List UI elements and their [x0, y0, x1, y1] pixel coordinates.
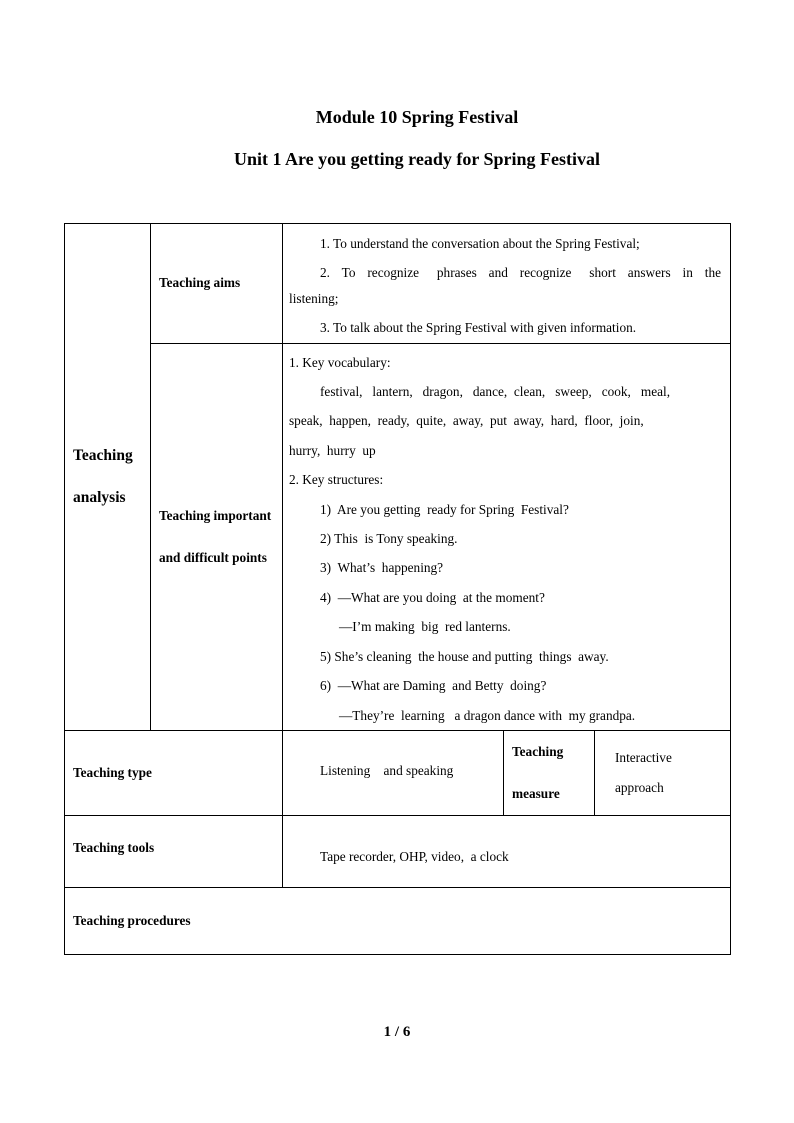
teaching-procedures-row: [65, 887, 731, 954]
vocab-line: hurry, hurry up: [289, 442, 376, 458]
teaching-type-value: Listening and speaking: [283, 730, 504, 815]
structures-heading: 2. Key structures:: [289, 472, 384, 488]
structure-item: 4) —What are you doing at the moment?: [320, 589, 545, 605]
structure-item: 2) This is Tony speaking.: [320, 531, 458, 547]
aim-item: 2. To recognize phrases and recognize short answers in the: [320, 265, 722, 281]
module-title: Module 10 Spring Festival: [315, 107, 519, 127]
structure-item: 5) She’s cleaning the house and putting things away.: [320, 648, 609, 664]
teaching-measure-label: Teaching measure: [504, 730, 595, 815]
teaching-aims-label: Teaching aims: [151, 224, 283, 344]
aim-item: 3. To talk about the Spring Festival with given information.: [320, 320, 637, 336]
teaching-tools-label: Teaching tools: [65, 815, 283, 887]
teaching-points-content: [283, 343, 731, 730]
teaching-analysis-text: Teaching analysis: [73, 446, 133, 506]
vocab-line: speak, happen, ready, quite, away, put away, hard, floor, join,: [289, 413, 644, 429]
teaching-points-label: Teaching important and difficult points: [151, 343, 283, 730]
structure-item: —I’m making big red lanterns.: [339, 619, 511, 635]
structure-item: 1) Are you getting ready for Spring Festival?: [320, 501, 569, 517]
teaching-tools-row: [65, 815, 731, 887]
teaching-tools-value: Tape recorder, OHP, video, a clock: [283, 815, 731, 887]
teaching-analysis-label: [65, 224, 151, 731]
teaching-aims-row: [65, 224, 731, 344]
teaching-points-row: [65, 343, 731, 730]
lesson-plan-table: [64, 223, 731, 955]
aim-item: 1. To understand the conversation about the Spring Festival;: [320, 236, 640, 251]
unit-title: Unit 1 Are you getting ready for Spring Festival: [234, 149, 600, 169]
aim-item: listening;: [289, 290, 339, 306]
teaching-measure-value: Interactive approach: [595, 730, 731, 815]
teaching-type-label: Teaching type: [65, 730, 283, 815]
teaching-procedures-label: Teaching procedures: [65, 887, 731, 954]
teaching-type-row: [65, 730, 731, 815]
structure-item: —They’re learning a dragon dance with my grandpa.: [339, 707, 636, 723]
vocab-line: festival, lantern, dragon, dance, clean, sweep, cook, meal,: [320, 384, 671, 400]
structure-item: 6) —What are Daming and Betty doing?: [320, 678, 547, 694]
vocab-heading: 1. Key vocabulary:: [289, 354, 391, 370]
page-number: 1 / 6: [383, 1024, 411, 1040]
structure-item: 3) What’s happening?: [320, 560, 444, 576]
teaching-aims-content: [283, 224, 731, 344]
